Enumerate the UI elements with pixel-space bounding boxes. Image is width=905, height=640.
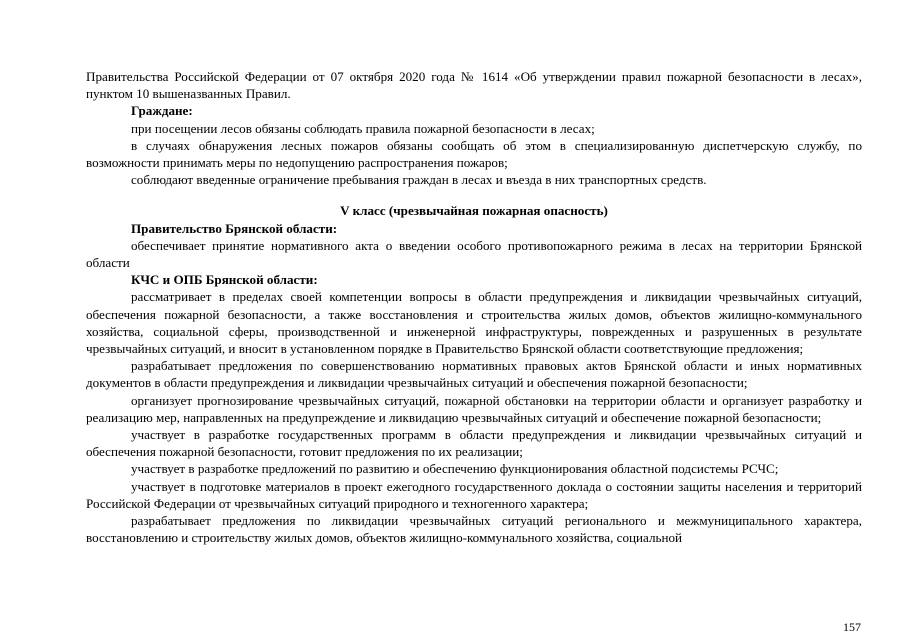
page-number: 157	[843, 620, 861, 634]
paragraph: соблюдают введенные ограничение пребывания граждан в лесах и въезда в них транспортных средств.	[131, 172, 707, 188]
paragraph: при посещении лесов обязаны соблюдать правила пожарной безопасности в лесах;	[131, 120, 595, 136]
paragraph: обеспечивает принятие нормативного акта о введении особого противопожарного режима в лесах на территории Брянской области	[86, 237, 862, 271]
heading-government: Правительство Брянской области:	[131, 220, 338, 236]
paragraph: участвует в подготовке материалов в проект ежегодного государственного доклада о состоянии защиты населения и территорий Российской Федерации от чрезвычайных ситуаций природного и техногенного характера;	[86, 478, 862, 511]
document-body	[86, 68, 862, 546]
paragraph: участвует в разработке предложений по развитию и обеспечению функционирования областной подсистемы РСЧС;	[131, 461, 779, 477]
heading-citizens: Граждане:	[131, 103, 193, 119]
heading-kchs: КЧС и ОПБ Брянской области:	[131, 272, 318, 288]
spacer	[86, 188, 862, 202]
paragraph: разрабатывает предложения по ликвидации чрезвычайных ситуаций регионального и межмуниципального характера, восстановлению и строительству жилых домов, объектов жилищно-коммунального хозяйства, социальной	[86, 513, 862, 546]
section-title: V класс (чрезвычайная пожарная опасность)	[340, 203, 608, 219]
paragraph: рассматривает в пределах своей компетенции вопросы в области предупреждения и ликвидации чрезвычайных ситуаций, обеспечения пожарной безопасности, а также восстановления и строительства жилых домов, объектов жилищно-коммунального хозяйства, социальной сферы, производственной и инженерной инфраструктуры, поврежденных и разрушенных в результате чрезвычайных ситуаций, и вносит в установленном порядке в Правительство Брянской области соответствующие предложения;	[86, 289, 862, 357]
paragraph: организует прогнозирование чрезвычайных ситуаций, пожарной обстановки на территории области и организует разработку и реализацию мер, направленных на предупреждение и ликвидацию чрезвычайных ситуаций и обеспечение пожарной безопасности;	[86, 392, 862, 425]
paragraph: в случаях обнаружения лесных пожаров обязаны сообщать об этом в специализированную диспетчерскую службу, по возможности принимать меры по недопущению распространения пожаров;	[86, 137, 862, 171]
paragraph: разрабатывает предложения по совершенствованию нормативных правовых актов Брянской области и иных нормативных документов в области предупреждения и ликвидации чрезвычайных ситуаций и обеспечения пожарной безопасности;	[86, 358, 862, 391]
paragraph-intro: Правительства Российской Федерации от 07 октября 2020 года № 1614 «Об утверждении правил пожарной безопасности в лесах», пунктом 10 вышеназванных Правил.	[86, 69, 862, 102]
paragraph: участвует в разработке государственных программ в области предупреждения и ликвидации чрезвычайных ситуаций и обеспечения пожарной безопасности, готовит предложения по их реализации;	[86, 427, 862, 460]
